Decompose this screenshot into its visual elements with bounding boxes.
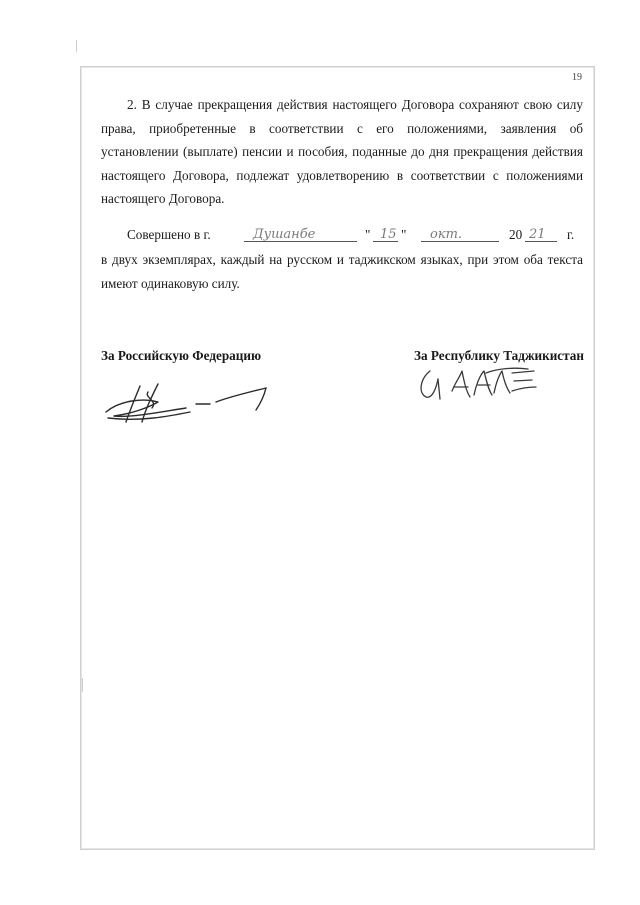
page-number: 19 [572,72,582,83]
handwritten-city: Душанбе [253,227,316,242]
party-russian-federation: За Российскую Федерацию [101,348,262,363]
done-at-label: Совершено в г. [127,227,211,242]
year-prefix: 20 [509,227,523,242]
done-at-line [127,223,583,247]
party-republic-tajikistan: За Республику Таджикистан [414,348,584,363]
day-quote-close: " [401,227,407,242]
handwritten-day: 15 [380,227,397,242]
scan-margin-mark [82,678,83,692]
month-fill-line [421,241,499,242]
day-fill-line [373,241,398,242]
handwritten-month: окт. [430,227,463,242]
year-label: г. [567,227,575,242]
paragraph-termination-rights: 2. В случае прекращения действия настоящего Договора сохраняют свою силу права, приобретенные в соответствии с его положениями, заявления об установлении (выплате) пенсии и пособия, поданные до дня прекращения действия настоящего Договора, подлежат удовлетворению в соответствии с положениями настоящего Договора. [101,97,583,206]
handwritten-year: 21 [529,227,546,242]
day-quote-open: " [365,227,371,242]
year-fill-line [525,241,557,242]
signature-russia-image [100,378,290,428]
scan-margin-mark [76,40,77,52]
signature-tajikistan-image [416,365,551,410]
city-fill-line [244,241,357,242]
paragraph-copies: в двух экземплярах, каждый на русском и таджикском языках, при этом оба текста имеют одинаковую силу. [101,252,583,291]
